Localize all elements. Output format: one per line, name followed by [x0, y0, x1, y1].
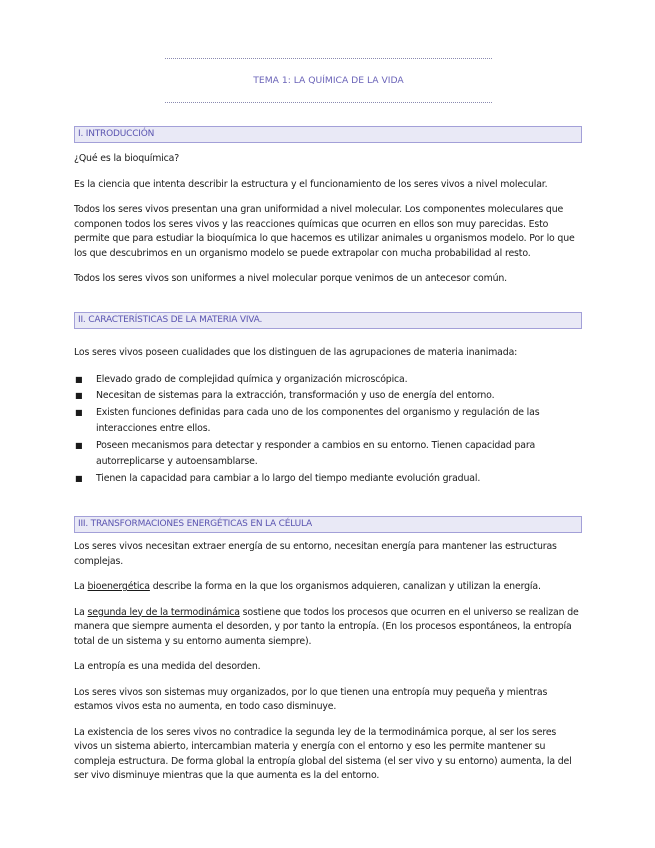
bullet-icon: ■: [75, 407, 83, 417]
paragraph: Todos los seres vivos son uniformes a nivel molecular porque venimos de un antecesor común.: [74, 273, 507, 284]
term-bioenergetica: bioenergética: [87, 581, 150, 592]
term-segunda-ley: segunda ley de la termodinámica: [87, 606, 240, 618]
list-item: [74, 388, 582, 405]
list-item: [74, 471, 582, 488]
bullet-icon: ■: [75, 440, 83, 450]
document-title: TEMA 1: LA QUÍMICA DE LA VIDA: [253, 75, 404, 86]
paragraph: [74, 580, 582, 595]
bullet-icon: ■: [75, 391, 83, 400]
list-item-text: Tienen la capacidad para cambiar a lo largo del tiempo mediante evolución gradual.: [96, 472, 481, 484]
paragraph: ¿Qué es la bioquímica?: [74, 153, 180, 164]
section-transformaciones: [74, 516, 582, 784]
list-item: [74, 438, 582, 471]
title-bottom-rule: [165, 102, 492, 103]
list-item: [74, 405, 582, 438]
list-item: [74, 372, 582, 389]
list-item-text: Poseen mecanismos para detectar y responder a cambios en su entorno. Tienen capacidad para autorreplicarse y autoensamblarse.: [96, 439, 536, 467]
list-item-text: Necesitan de sistemas para la extracción, transformación y uso de energía del entorno.: [96, 390, 495, 401]
paragraph: [74, 606, 582, 650]
section-heading: I. INTRODUCCIÓN: [74, 126, 582, 143]
paragraph: La entropía es una medida del desorden.: [74, 661, 261, 672]
title-top-rule: [165, 58, 492, 59]
bullet-icon: ■: [75, 473, 83, 483]
paragraph: Todos los seres vivos presentan una gran uniformidad a nivel molecular. Los componentes moleculares que componen todos los seres vivos y las reacciones químicas que ocurren en ellos son muy parecidas. Esto permite que para estudiar la bioquímica lo que hacemos es utilizar animales u organismos modelo. Por lo que los que descubrimos en un organismo modelo se puede extrapolar con mucha probabilidad al resto.: [74, 204, 575, 259]
paragraph: Los seres vivos son sistemas muy organizados, por lo que tienen una entropía muy pequeña y mientras estamos vivos esta no aumenta, en todo caso disminuye.: [74, 686, 548, 712]
text-run: describe la forma en la que los organismos adquieren, canalizan y utilizan la energía.: [149, 581, 541, 592]
paragraph: Es la ciencia que intenta describir la estructura y el funcionamiento de los seres vivos a nivel molecular.: [74, 178, 548, 190]
section-introduccion: [74, 126, 582, 287]
title-block: [165, 58, 492, 103]
section-heading: III. TRANSFORMACIONES ENERGÉTICAS EN LA CÉLULA: [74, 516, 582, 533]
text-run: sostiene que todos los procesos que ocurren en el universo se realizan de manera que siempre aumenta el desorden, y por tanto la entropía. (En los procesos espontáneos, la entropía total de un sistema y su entorno aumenta siempre).: [74, 606, 579, 647]
section-heading: II. CARACTERÍSTICAS DE LA MATERIA VIVA.: [74, 312, 582, 329]
paragraph: Los seres vivos poseen cualidades que los distinguen de las agrupaciones de materia inanimada:: [74, 347, 518, 358]
list-item-text: Existen funciones definidas para cada uno de los componentes del organismo y regulación de las interacciones entre ellos.: [96, 406, 540, 434]
characteristics-list: [74, 372, 582, 488]
list-item-text: Elevado grado de complejidad química y organización microscópica.: [96, 373, 408, 385]
paragraph: Los seres vivos necesitan extraer energía de su entorno, necesitan energía para mantener las estructuras complejas.: [74, 541, 557, 567]
text-run: La: [74, 606, 88, 618]
section-caracteristicas: [74, 312, 582, 487]
paragraph: La existencia de los seres vivos no contradice la segunda ley de la termodinámica porque, al ser los seres vivos un sistema abierto, intercambian materia y energía con el entorno y eso les permite mantener su compleja estructura. De forma global la entropía global del sistema (el ser vivo y su entorno) aumenta, la del ser vivo disminuye mientras que la que aumenta es la del entorno.: [74, 726, 572, 781]
bullet-icon: ■: [75, 374, 83, 384]
text-run: La: [74, 581, 88, 592]
